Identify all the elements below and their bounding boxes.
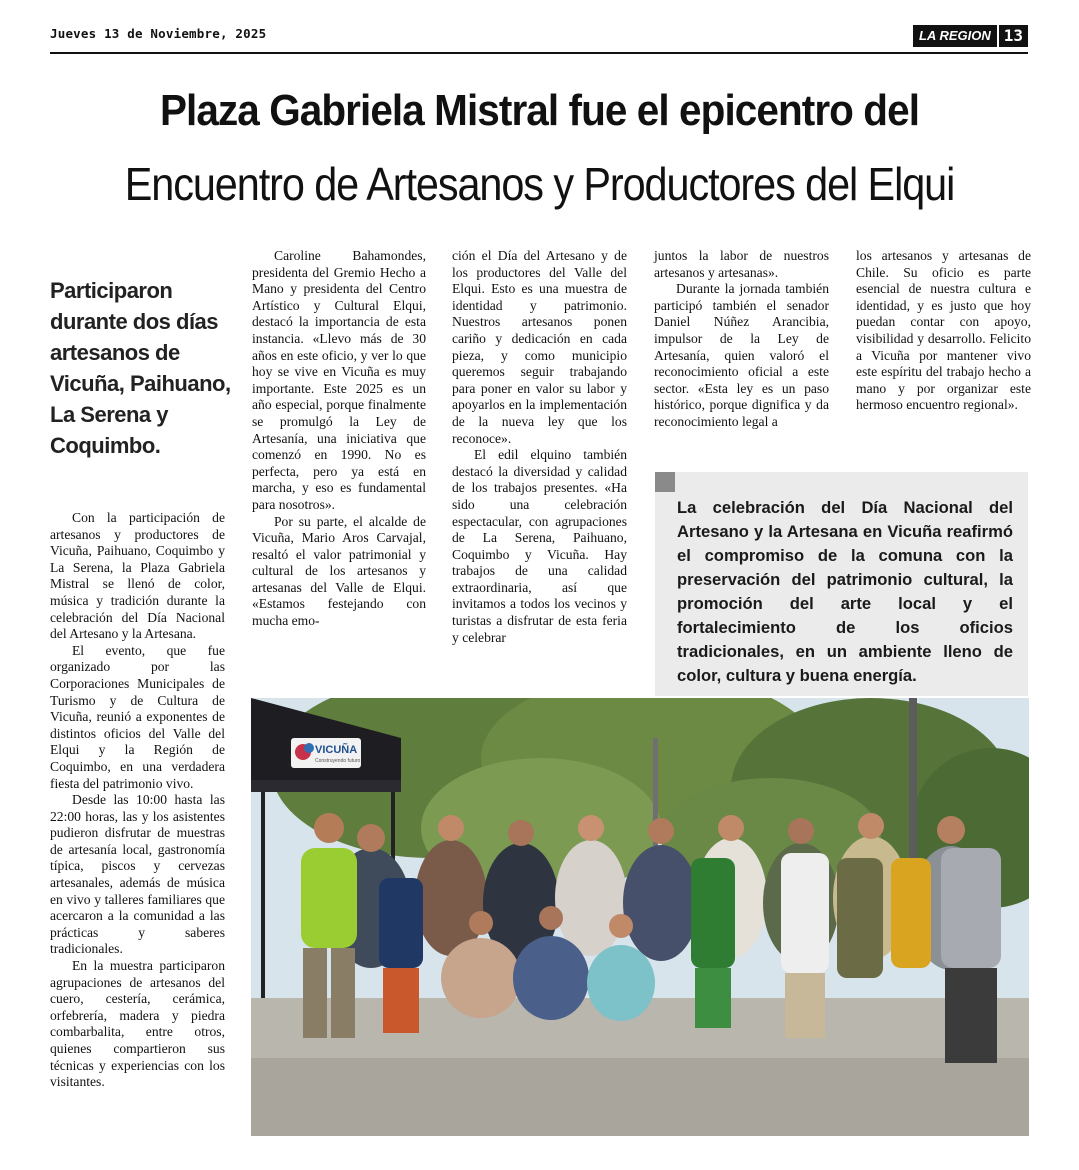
- paragraph: Caroline Bahamondes, presidenta del Gremio Hecho a Mano y presidenta del Centro Artístico y Cultural Elqui, destacó la importancia de esta instancia. «Llevo más de 30 años en este oficio, y ver lo que hoy se vive en Vicuña es muy importante. Este 2025 es un año especial, porque finalmente se promulgó la Ley de Artesanía, una iniciativa que comenzó en 1990. No es perfecta, pero ya está en marcha, y eso es fundamental para nosotros».: [252, 248, 426, 512]
- headline-line-2: Encuentro de Artesanos y Productores del Elqui: [124, 158, 955, 210]
- paragraph: El evento, que fue organizado por las Corporaciones Municipales de Turismo y de Cultura de Vicuña, reunió a exponentes de distintos oficios del Valle del Elqui y la Región de Coquimbo, en una verdadera fiesta del patrimonio vivo.: [50, 642, 225, 791]
- paragraph: El edil elquino también destacó la diversidad y calidad de los trabajos presentes. «Ha sido una celebración espectacular, con agrupaciones de La Serena, Paihuano, Coquimbo y Vicuña. Hay trabajos de una calidad extraordinaria, así que invitamos a todos los vecinos y turistas a disfrutar de esta feria y celebrar: [452, 447, 627, 645]
- pull-quote-marker: [655, 472, 675, 492]
- pull-quote-box: [655, 472, 1028, 696]
- publication-brand: [913, 25, 1028, 47]
- paragraph: juntos la labor de nuestros artesanos y artesanas».: [654, 248, 829, 280]
- headline-line-1: Plaza Gabriela Mistral fue el epicentro del: [159, 86, 920, 135]
- paragraph: los artesanos y artesanas de Chile. Su oficio es parte esencial de nuestra cultura e identidad, y es justo que hoy puedan contar con apoyo, visibilidad y desarrollo. Felicito a Vicuña por mantener vivo este espíritu del trabajo hecho a mano y por organizar este hermoso encuentro regional».: [856, 248, 1031, 413]
- group-photo-illustration: [251, 698, 1029, 1136]
- article-column-3: [452, 248, 627, 646]
- paragraph: Durante la jornada también participó también el senador Daniel Núñez Arancibia, impulsor de la Ley de Artesanía, quien valoró el reconocimiento oficial a este sector. «Esta ley es un paso histórico, porque dignifica y da reconocimiento legal a: [654, 281, 829, 429]
- article-column-5: [856, 248, 1031, 414]
- banner-title: VICUÑA: [315, 744, 358, 756]
- article-column-2: [252, 248, 426, 630]
- group-photo: [251, 698, 1029, 1136]
- pull-quote-text: La celebración del Día Nacional del Artesano y la Artesana en Vicuña reafirmó el compromiso de la comuna con la preservación del patrimonio cultural, la promoción del arte local y el fortalecimiento de los oficios tradicionales, en un ambiente lleno de color, cultura y buena energía.: [677, 498, 1013, 685]
- paragraph: En la muestra participaron agrupaciones de artesanos del cuero, cestería, cerámica, orfebrería, madera y piedra combarbalita, entre otros, quienes compartieron sus técnicas y experiencias con los visitantes.: [50, 958, 225, 1090]
- article-column-4: [654, 248, 829, 431]
- subheadline: Participaron durante dos días artesanos de Vicuña, Paihuano, La Serena y Coquimbo.: [50, 278, 231, 458]
- paragraph: ción el Día del Artesano y de los productores del Valle del Elqui. Esto es una muestra de identidad y patrimonio. Nuestros artesanos ponen cariño y dedicación en cada pieza, y como municipio queremos seguir trabajando para poner en valor su labor y apoyarlos en la implementación de la nueva ley que los reconoce».: [452, 248, 627, 446]
- banner-subtitle: Construyendo futuro: [315, 758, 361, 764]
- page-number: 13: [999, 25, 1028, 47]
- paragraph: Desde las 10:00 hasta las 22:00 horas, las y los asistentes pudieron disfrutar de muestras de artesanía local, gastronomía típica, piscos y cervezas artesanales, además de música en vivo y talleres familiares que acercaron a la comunidad a las prácticas y saberes tradicionales.: [50, 792, 225, 957]
- masthead: [50, 22, 1028, 54]
- article-column-1: [50, 510, 225, 1091]
- publication-name: LA REGION: [913, 25, 997, 47]
- paragraph: Por su parte, el alcalde de Vicuña, Mario Aros Carvajal, resaltó el valor patrimonial y cultural de los artesanos y artesanas del Valle de Elqui. «Estamos festejando con mucha emo-: [252, 513, 426, 629]
- issue-date: Jueves 13 de Noviembre, 2025: [50, 26, 267, 41]
- paragraph: Con la participación de artesanos y productores de Vicuña, Paihuano, Coquimbo y La Serena, la Plaza Gabriela Mistral se llenó de color, música y tradición durante la celebración del Día Nacional del Artesano y la Artesana.: [50, 510, 225, 642]
